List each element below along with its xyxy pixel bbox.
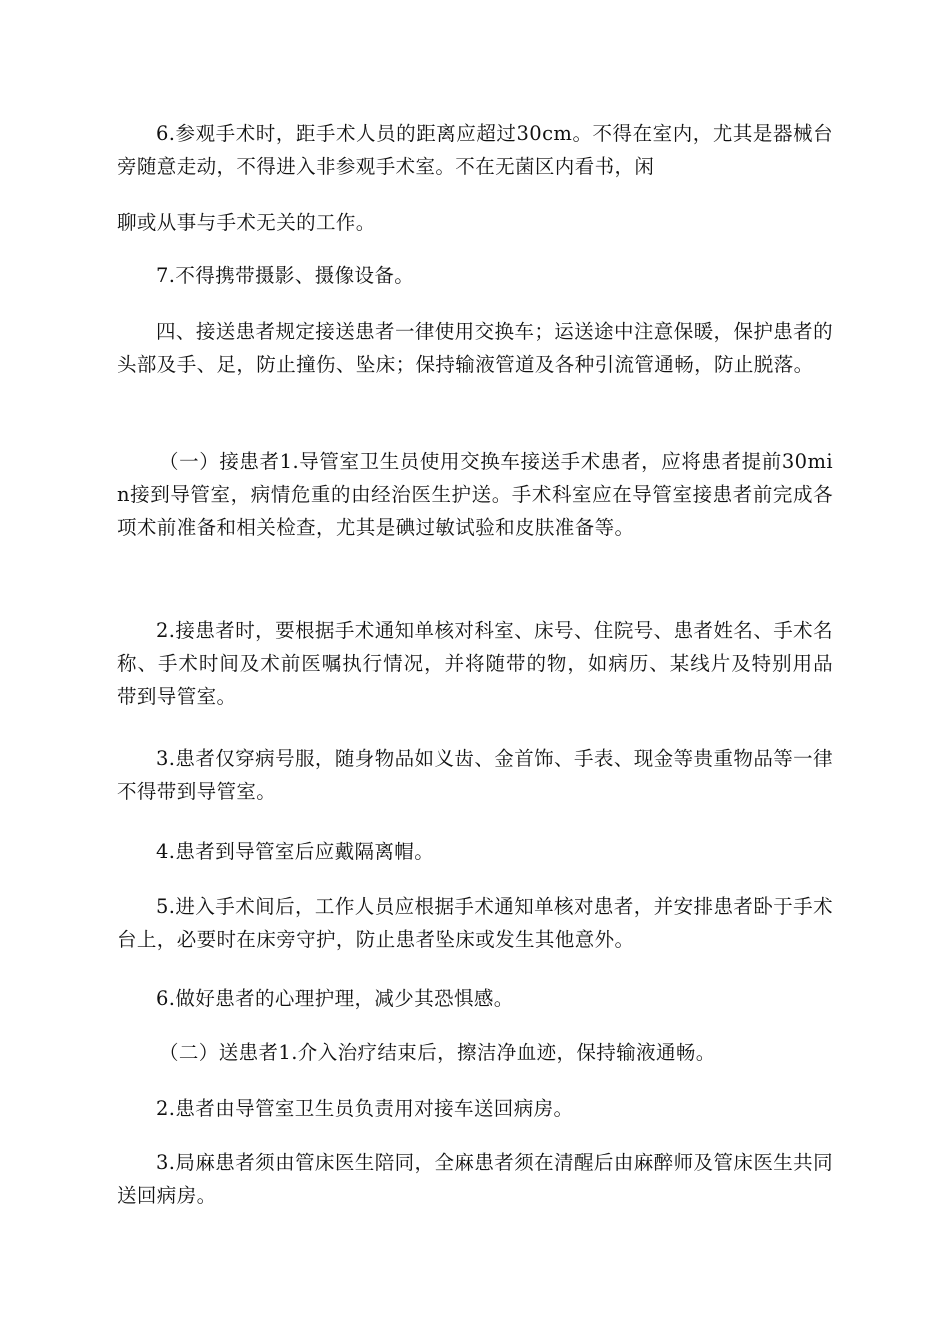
paragraph-7-no-camera: 7.不得携带摄影、摄像设备。 — [156, 264, 415, 287]
paragraph-receive-patient-1: （一）接患者1.导管室卫生员使用交换车接送手术患者，应将患者提前30min接到导管室，病情危重的由经治医生护送。手术科室应在导管室接患者前完成各项术前准备和相关检查，尤其是碘过敏试验和皮肤准备等。 — [117, 450, 833, 539]
paragraph-6-observe-surgery: 6.参观手术时，距手术人员的距离应超过30cm。不得在室内，尤其是器械台旁随意走动，不得进入非参观手术室。不在无菌区内看书，闲 — [117, 122, 833, 178]
paragraph-section-4-transport: 四、接送患者规定接送患者一律使用交换车；运送途中注意保暖，保护患者的头部及手、足，防止撞伤、坠床；保持输液管道及各种引流管通畅，防止脱落。 — [117, 320, 833, 376]
paragraph-receive-patient-2: 2.接患者时，要根据手术通知单核对科室、床号、住院号、患者姓名、手术名称、手术时间及术前医嘱执行情况，并将随带的物，如病历、某线片及特别用品带到导管室。 — [117, 619, 833, 708]
paragraph-receive-patient-4: 4.患者到导管室后应戴隔离帽。 — [156, 840, 435, 863]
paragraph-receive-patient-5: 5.进入手术间后，工作人员应根据手术通知单核对患者，并安排患者卧于手术台上，必要时在床旁守护，防止患者坠床或发生其他意外。 — [117, 895, 833, 951]
paragraph-6-continued: 聊或从事与手术无关的工作。 — [117, 211, 376, 234]
paragraph-send-patient-2: 2.患者由导管室卫生员负责用对接车送回病房。 — [156, 1097, 574, 1120]
paragraph-receive-patient-6: 6.做好患者的心理护理，减少其恐惧感。 — [156, 987, 514, 1010]
paragraph-send-patient-3: 3.局麻患者须由管床医生陪同，全麻患者须在清醒后由麻醉师及管床医生共同送回病房。 — [117, 1151, 833, 1207]
paragraph-send-patient-1: （二）送患者1.介入治疗结束后，擦洁净血迹，保持输液通畅。 — [159, 1041, 716, 1064]
paragraph-receive-patient-3: 3.患者仅穿病号服，随身物品如义齿、金首饰、手表、现金等贵重物品等一律不得带到导管室。 — [117, 747, 833, 803]
